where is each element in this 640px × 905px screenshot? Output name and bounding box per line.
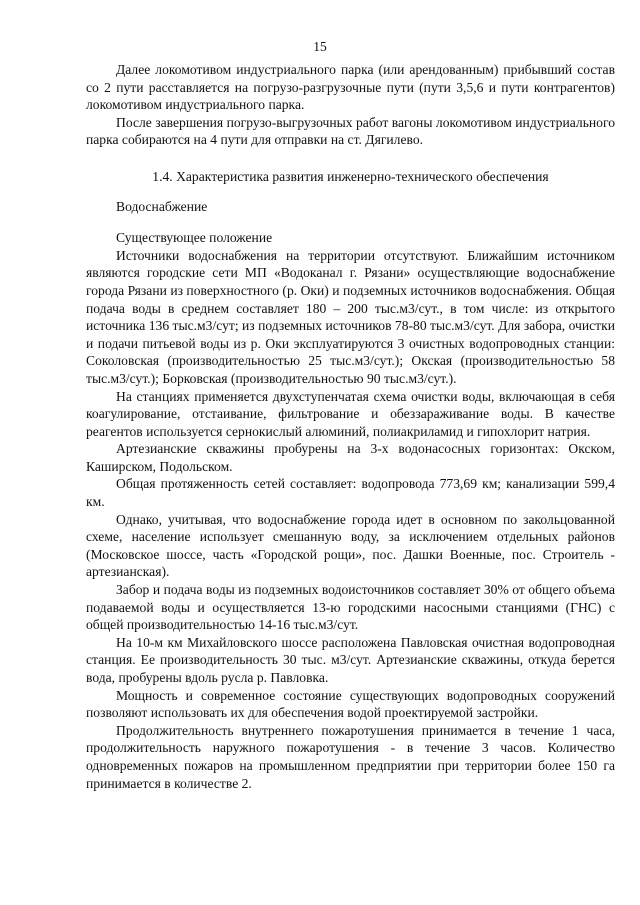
paragraph: На станциях применяется двухступенчатая схема очистки воды, включающая в себя коагулирование, отстаивание, фильтрование и обеззараживание воды. В качестве реагентов используется сернокислый алюминий, полиакриламид и гипохлорит натрия. xyxy=(86,388,615,439)
paragraph: Артезианские скважины пробурены на 3-х водонасосных горизонтах: Окском, Каширском, Подольском. xyxy=(86,441,615,474)
section-heading: 1.4. Характеристика развития инженерно-технического обеспечения xyxy=(152,168,549,184)
paragraph: Забор и подача воды из подземных водоисточников составляет 30% от общего объема подаваемой воды и осуществляется 13-ю городскими насосными станциями (ГНС) с общей производительностью 14-16 тыс.м3/сут. xyxy=(86,582,615,633)
paragraph: Мощность и современное состояние существующих водопроводных сооружений позволяют использовать их для обеспечения водой проектируемой застройки. xyxy=(86,687,615,721)
paragraph: Продолжительность внутреннего пожаротушения принимается в течение 1 часа, продолжительность наружного пожаротушения - в течение 3 часов. Количество одновременных пожаров на промышленном предприятии при территории более 150 га принимается в количестве 2. xyxy=(86,722,615,791)
paragraph: После завершения погрузо-выгрузочных работ вагоны локомотивом индустриального парка собираются на 4 пути для отправки на ст. Дягилево. xyxy=(86,114,615,148)
paragraph: Общая протяженность сетей составляет: водопровода 773,69 км; канализации 599,4 км. xyxy=(86,476,615,510)
document-body xyxy=(86,61,615,792)
subsection-title: Водоснабжение xyxy=(116,198,208,214)
paragraph: На 10-м км Михайловского шоссе расположена Павловская очистная водопроводная станция. Ее производительность 30 тыс. м3/сут. Артезианские скважины, откуда берется вода, пробурены вдоль русла р. Павловка. xyxy=(86,634,615,685)
paragraph: Далее локомотивом индустриального парка (или арендованным) прибывший состав со 2 пути расставляется на погрузо-разгрузочные пути (пути 3,5,6 и пути контрагентов) локомотивом индустриального парка. xyxy=(86,62,615,113)
sub-subsection-title: Существующее положение xyxy=(116,230,273,246)
page-number: 15 xyxy=(313,39,327,54)
paragraph: Однако, учитывая, что водоснабжение города идет в основном по закольцованной схеме, население использует смешанную воду, за исключением отдельных районов (Московское шоссе, часть «Городской рощи», пос. Дашки Военные, пос. Строитель - артезианская). xyxy=(86,511,615,580)
paragraph: Источники водоснабжения на территории отсутствуют. Ближайшим источником являются городские сети МП «Водоканал г. Рязани» осуществляющие водоснабжение города Рязани из поверхностного (р. Оки) и подземных источников водоснабжения. Общая подача воды в среднем составляет 180 – 200 тыс.м3/сут., в том числе: из открытого источника 136 тыс.м3/сут; из подземных источников 78-80 тыс.м3/сут. Для забора, очистки и подачи питьевой воды из р. Оки эксплуатируются 3 очистных водопроводных станции: Соколовская (производительностью 25 тыс.м3/сут.); Окская (производительностью 58 тыс.м3/сут.); Борковская (производительностью 90 тыс.м3/сут.). xyxy=(86,247,615,386)
